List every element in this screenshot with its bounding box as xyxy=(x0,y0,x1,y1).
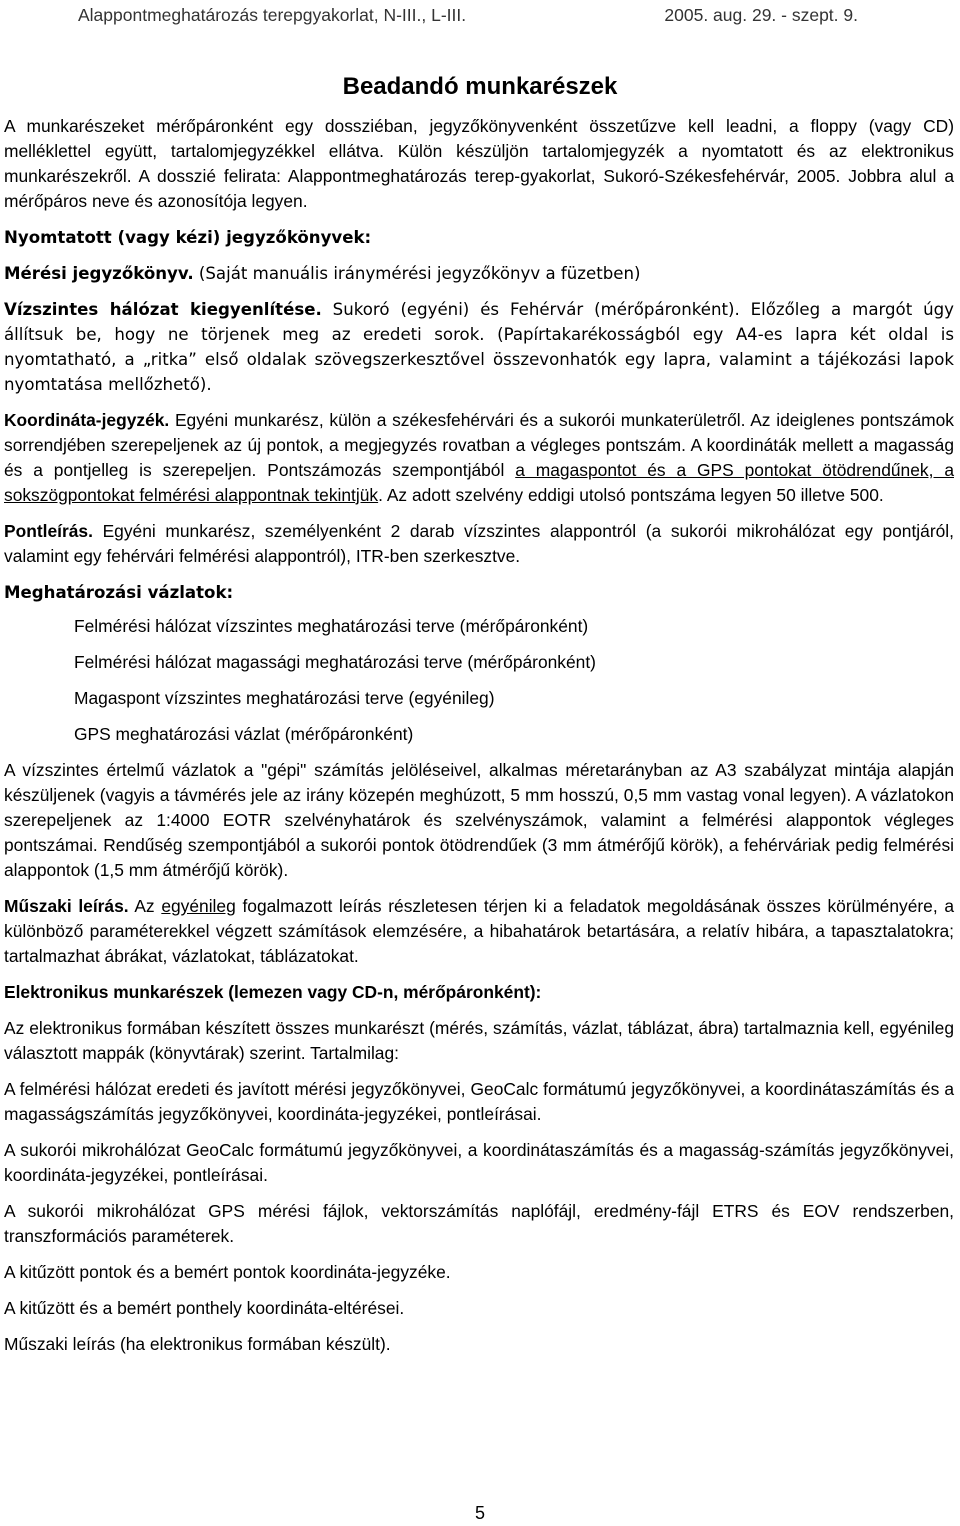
electronic-paragraph: A kitűzött pontok és a bemért pontok koordináta-jegyzéke. xyxy=(4,1262,451,1282)
coordinate-list-paragraph xyxy=(4,408,954,508)
sketch-item: Felmérési hálózat magassági meghatározási terve (mérőpáronként) xyxy=(74,652,596,672)
sketches-list xyxy=(4,614,954,747)
intro-paragraph: A munkarészeket mérőpáronként egy dossziéban, jegyzőkönyvenként összetűzve kell leadni, a floppy (vagy CD) melléklettel együtt, tartalomjegyzékkel ellátva. Külön készüljön tartalomjegyzék a nyomtatott és az elektronikus munkarészekről. A dosszié felirata: Alappontmeghatározás terep-gyakorlat, Sukoró-Székesfehérvár, 2005. Jobbra alul a mérőpáros neve és azonosítója legyen. xyxy=(4,116,954,211)
header-course-title: Alappontmeghatározás terepgyakorlat, N-III., L-III. xyxy=(78,5,467,25)
electronic-paragraph: Az elektronikus formában készített összes munkarészt (mérés, számítás, vázlat, táblázat, ábra) tartalmaznia kell, egyénileg választott mappák (könyvtárak) szerint. Tartalmilag: xyxy=(4,1018,954,1063)
horizontal-network-paragraph xyxy=(4,297,954,397)
horizontal-network-text: Sukoró (egyéni) és Fehérvár (mérőpáronként). Előzőleg a margót úgy állítsuk be, hogy ne törjenek meg az eredeti sorok. (Papírtakarékosságból egy A4-es lapra két oldal is nyomtatható, a „ritka” első oldalak szövegszerkesztővel összevonhatók egy lapra, valamint a tájékozási lapok nyomtatása mellőzhető). xyxy=(4,300,954,394)
electronic-parts-heading-text: Elektronikus munkarészek (lemezen vagy CD-n, mérőpáronként): xyxy=(4,982,542,1002)
electronic-paragraph: Műszaki leírás (ha elektronikus formában készült). xyxy=(4,1334,391,1354)
technical-description-text-1: Az xyxy=(128,896,162,916)
technical-description-text-2: fogalmazott leírás részletesen térjen ki a feladatok megoldásának összes körülményére, a különböző paraméterekkel végzett számítások elemzésére, a hibahatárok betartására, a relatív hibára, a tapasztalatokra; tartalmazhat ábrákat, vázlatokat, táblázatokat. xyxy=(4,896,955,966)
coordinate-list-label: Koordináta-jegyzék. xyxy=(4,410,170,430)
page-number: 5 xyxy=(474,1503,485,1523)
sketch-item: Magaspont vízszintes meghatározási terve (egyénileg) xyxy=(74,688,495,708)
technical-description-underlined: egyénileg xyxy=(161,896,236,916)
electronic-paragraph: A kitűzött és a bemért ponthely koordináta-eltérései. xyxy=(4,1298,405,1318)
coordinate-list-text-2: . Az adott szelvény eddigi utolsó pontszáma legyen 50 illetve 500. xyxy=(378,485,884,505)
electronic-paragraph: A felmérési hálózat eredeti és javított mérési jegyzőkönyvei, GeoCalc formátumú jegyzőkönyvei, a koordinátaszámítás és a magasságszámítás jegyzőkönyvei, koordináta-jegyzékei, pontleírásai. xyxy=(4,1079,954,1124)
measurement-protocol-label: Mérési jegyzőkönyv. xyxy=(4,264,194,283)
header-date-range: 2005. aug. 29. - szept. 9. xyxy=(664,5,858,25)
measurement-protocol-paragraph xyxy=(4,261,954,286)
horizontal-network-label: Vízszintes hálózat kiegyenlítése. xyxy=(4,300,322,319)
sketch-item: GPS meghatározási vázlat (mérőpáronként) xyxy=(74,724,414,744)
electronic-parts-heading xyxy=(4,980,954,1005)
sketches-paragraph: A vízszintes értelmű vázlatok a "gépi" számítás jelöléseivel, alkalmas méretarányban az A3 szabályzat mintája alapján készüljenek (vagyis a távmérés jele az irány közepén meghúzott, 5 mm hosszú, 0,5 mm vastag vonal legyen). A vázlatokon szerepeljenek az 1:4000 EOTR szelvényhatárok és szelvényszámok, valamint a felmérési alappontok végleges pontszámai. Rendűség szempontjából a sukorói pontok ötödrendűek (3 mm átmérőjű körök), a fehérváriak pedig felmérési alappontok (1,5 mm átmérőjű körök). xyxy=(4,760,954,880)
point-description-paragraph xyxy=(4,519,954,569)
page-title: Beadandó munkarészek xyxy=(342,73,618,100)
sketch-item: Felmérési hálózat vízszintes meghatározási terve (mérőpáronként) xyxy=(74,616,589,636)
running-header xyxy=(78,0,858,30)
coordinate-list-text-1: Egyéni munkarész, külön a székesfehérvári és a sukorói munkaterületről. Az ideiglenes pontszámok sorrendjében szerepeljenek az új pontok, a megjegyzés rovatban a végleges pontszám. A koordináták mellett a magasság és a pontjelleg is szerepeljen. Pontszámozás szempontjából xyxy=(4,410,954,480)
electronic-paragraph: A sukorói mikrohálózat GeoCalc formátumú jegyzőkönyvei, a koordinátaszámítás és a magasság-számítás jegyzőkönyvei, koordináta-jegyzékei, pontleírásai. xyxy=(4,1140,954,1185)
document-body xyxy=(4,114,954,1368)
sketches-heading: Meghatározási vázlatok: xyxy=(4,583,234,602)
measurement-protocol-text: (Saját manuális iránymérési jegyzőkönyv a füzetben) xyxy=(193,264,641,283)
coordinate-list-underlined: a magaspontot és a GPS pontokat ötödrendűnek, a sokszögpontokat felmérési alappontnak tekintjük xyxy=(4,460,954,505)
point-description-label: Pontleírás. xyxy=(4,521,93,541)
electronic-paragraph: A sukorói mikrohálózat GPS mérési fájlok, vektorszámítás naplófájl, eredmény-fájl ETRS és EOV rendszerben, transzformációs paraméterek. xyxy=(4,1201,954,1246)
printed-protocols-heading: Nyomtatott (vagy kézi) jegyzőkönyvek: xyxy=(4,228,372,247)
technical-description-paragraph xyxy=(4,894,954,969)
technical-description-label: Műszaki leírás. xyxy=(4,896,129,916)
point-description-text: Egyéni munkarész, személyenként 2 darab vízszintes alappontról (a sukorói mikrohálózat egy pontjáról, valamint egy fehérvári felmérési alappontról), ITR-ben szerkesztve. xyxy=(4,521,954,566)
